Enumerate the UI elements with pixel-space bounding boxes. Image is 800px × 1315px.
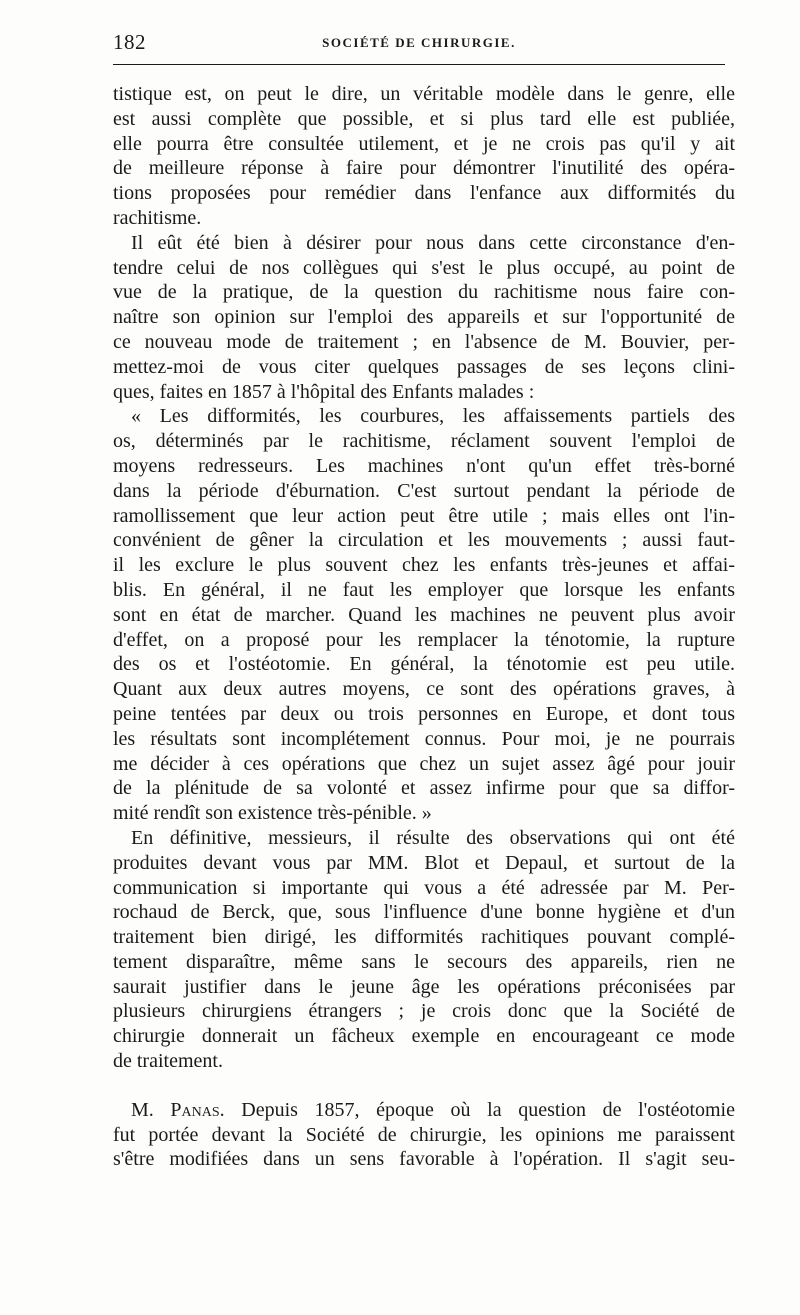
text-line: naître son opinion sur l'emploi des appareils et sur l'opportunité de — [113, 306, 735, 329]
page-header — [113, 30, 725, 56]
text-line: os, déterminés par le rachitisme, réclament souvent l'emploi de — [113, 430, 735, 453]
paragraph-rachitisme — [113, 82, 735, 231]
text-line: produites devant vous par MM. Blot et Depaul, et surtout de la — [113, 851, 735, 874]
text-line: les résultats sont incomplétement connus. Pour moi, je ne pourrais — [113, 727, 735, 750]
text-line: ques, faites en 1857 à l'hôpital des Enfants malades : — [113, 380, 535, 403]
text-line — [113, 1098, 735, 1123]
text-line: elle pourra être consultée utilement, et je ne crois pas qu'il y ait — [113, 132, 735, 155]
text-line: Quant aux deux autres moyens, ce sont des opérations graves, à — [113, 678, 735, 701]
paragraph-conclusion — [113, 826, 735, 1074]
paragraph-quotation — [113, 404, 735, 826]
text-line: plusieurs chirurgiens étrangers ; je crois donc que la Société de — [113, 1000, 735, 1023]
text-line: dans la période d'éburnation. C'est surtout pendant la période de — [113, 479, 735, 502]
text-line: tions proposées pour remédier dans l'enfance aux difformités du — [113, 182, 735, 205]
text-line: convénient de gêner la circulation et les mouvements ; aussi faut- — [113, 529, 735, 552]
text-line: En définitive, messieurs, il résulte des observations qui ont été — [131, 826, 735, 849]
text-line: moyens redresseurs. Les machines n'ont qu'un effet très-borné — [113, 454, 735, 477]
text-line: de traitement. — [113, 1050, 223, 1073]
paragraph-bouvier — [113, 231, 735, 405]
text-line: s'être modifiées dans un sens favorable à l'opération. Il s'agit seu- — [113, 1148, 735, 1171]
text-line: des os et l'ostéotomie. En général, la ténotomie est peu utile. — [113, 653, 735, 676]
text-line: est aussi complète que possible, et si plus tard elle est publiée, — [113, 107, 735, 130]
text-line: il les exclure le plus souvent chez les enfants très-jeunes et affai- — [113, 554, 735, 577]
paragraph-gap — [113, 1074, 735, 1098]
text-line: vue de la pratique, de la question du rachitisme nous faire con- — [113, 281, 735, 304]
text-line: fut portée devant la Société de chirurgie, les opinions me paraissent — [113, 1123, 735, 1146]
text-line: de la plénitude de sa volonté et assez infirme pour que sa diffor- — [113, 777, 735, 800]
text-line: tistique est, on peut le dire, un véritable modèle dans le genre, elle — [113, 83, 735, 105]
text-line: sont en état de marcher. Quand les machines ne peuvent plus avoir — [113, 603, 735, 626]
speaker-prefix: M. — [131, 1098, 171, 1121]
speaker-name: Panas — [170, 1098, 220, 1121]
text-line: de meilleure réponse à faire pour démontrer l'inutilité des opéra- — [113, 157, 735, 180]
text-line: mité rendît son existence très-pénible. » — [113, 802, 432, 825]
text-line: ramollissement que leur action peut être utile ; mais elles ont l'in- — [113, 504, 735, 527]
text-line: d'effet, on a proposé pour les remplacer la ténotomie, la rupture — [113, 628, 735, 651]
text-line: mettez-moi de vous citer quelques passages de ses leçons clini- — [113, 355, 735, 378]
text-line: tement disparaître, même sans le secours des appareils, rien ne — [113, 950, 735, 973]
text-line: communication si importante qui vous a été adressée par M. Per- — [113, 876, 735, 899]
running-title: SOCIÉTÉ DE CHIRURGIE. — [322, 35, 516, 50]
text-line: blis. En général, il ne faut les employer que lorsque les enfants — [113, 578, 735, 601]
text-line: me décider à ces opérations que chez un sujet assez âgé pour jouir — [113, 752, 735, 775]
paragraph-panas — [113, 1098, 735, 1172]
text-line: ce nouveau mode de traitement ; en l'absence de M. Bouvier, per- — [113, 330, 735, 353]
body-text — [113, 82, 735, 1172]
text-line: Il eût été bien à désirer pour nous dans cette circonstance d'en- — [131, 231, 735, 254]
text-line: traitement bien dirigé, les difformités rachitiques pouvant complé- — [113, 926, 735, 949]
text-line: chirurgie donnerait un fâcheux exemple en encourageant ce mode — [113, 1025, 735, 1048]
page-number: 182 — [113, 30, 146, 54]
text-line: saurait justifier dans le jeune âge les opérations préconisées par — [113, 975, 735, 998]
text-line: rochaud de Berck, que, sous l'influence d'une bonne hygiène et d'un — [113, 901, 735, 924]
text-line: rachitisme. — [113, 206, 202, 229]
text-line: peine tentées par deux ou trois personnes en Europe, et dont tous — [113, 702, 735, 725]
text-line: tendre celui de nos collègues qui s'est le plus occupé, au point de — [113, 256, 735, 279]
header-rule — [113, 64, 725, 65]
text-line: « Les difformités, les courbures, les affaissements partiels des — [131, 405, 735, 428]
speaker-line-text: . Depuis 1857, époque où la question de l'ostéotomie — [219, 1098, 735, 1121]
